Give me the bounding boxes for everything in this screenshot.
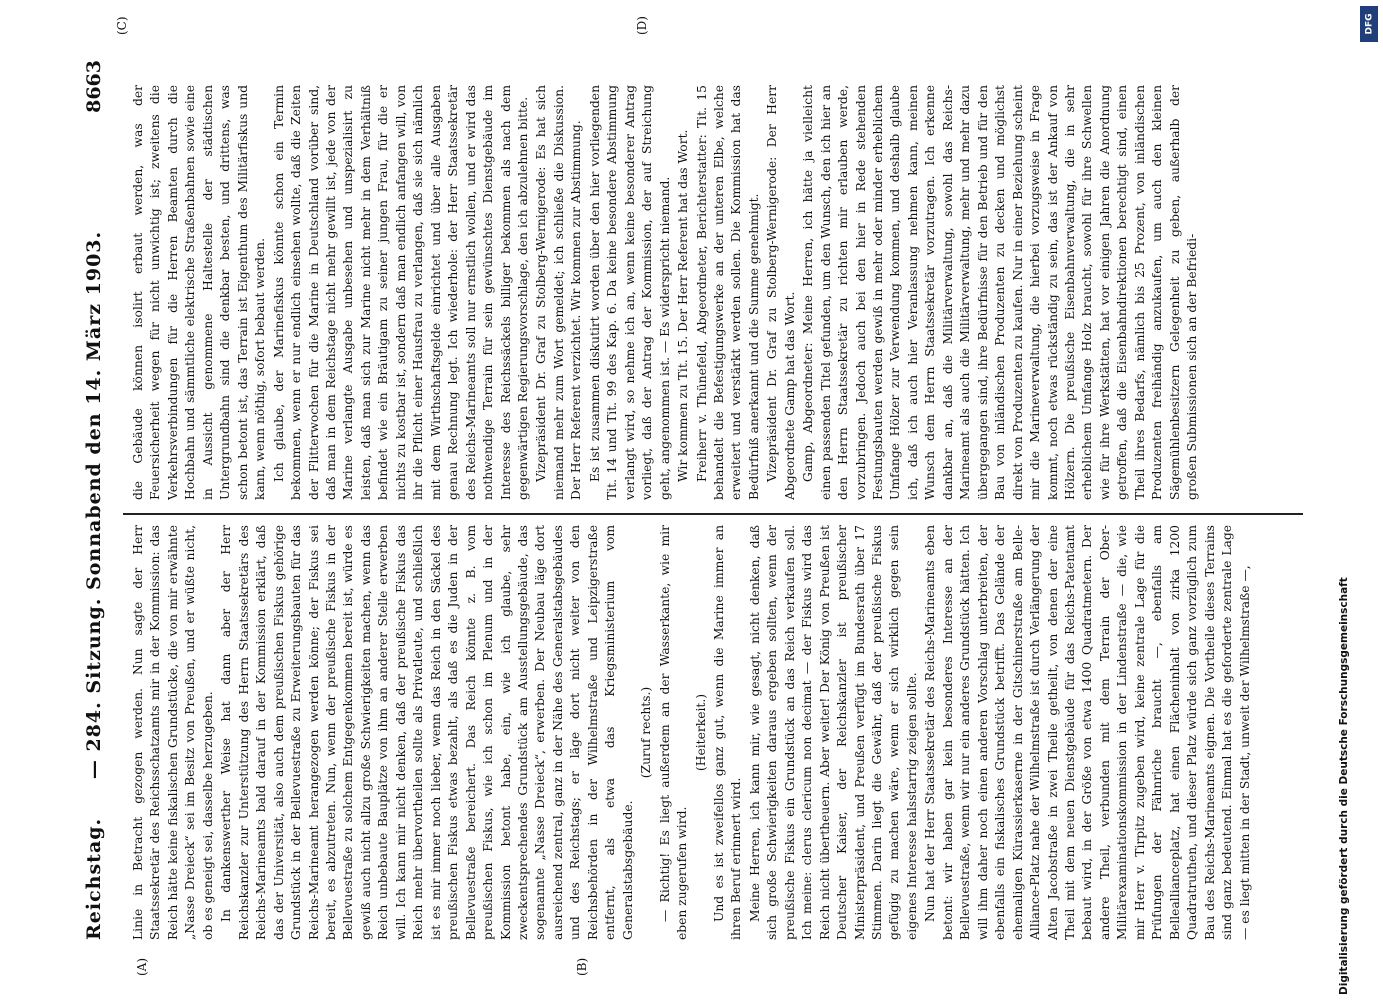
paragraph: Es ist zusammen diskutirt worden über den hier vorliegenden Tit. 14 und Tit. 99 des Kap. 6. Da keine besondere Abstimmung verlangt wird, so nehme ich an, wenn keine besonderer Antrag vorliegt, daß der Antrag der Kommission, der auf Streichung geht, angenommen ist. — Es widerspricht niemand. [587,85,672,500]
margin-mark-c: (C) [115,16,129,35]
margin-mark-b: (B) [575,957,589,976]
interjection: (Zuruf rechts.) [639,686,654,779]
rotated-page [75,16,1325,976]
paragraph: Ich glaube, der Marinefiskus könnte schon ein Termin bekommen, wenn er nur endlich einsehen wollte, daß die Zeiten der Flitterwochen für die Marine in Deutschland vorüber sind, daß man in dem Reichstage nicht mehr gewillt ist, jede von der Marine verlangte Ausgabe unbesehen und unspezialisirt zu leisten, daß man sich zur Marine nicht mehr in dem Verhältniß befindet wie ein Bräutigam zu seiner jungen Frau, für die er nichts zu kostbar ist, sondern daß man endlich anfangen will, von ihr die Pflicht einer Hausfrau zu verlangen, daß sie sich nämlich mit dem Wirthschaftsgelde einrichtet und über alle Ausgaben genau Rechnung legt. Ich wiederhole: der Herr Staatssekretär des Reichs-Marineamts soll nur ernstlich wollen, und er wird das nothwendige Terrain für sein gewünschtes Dienstgebäude im Interesse des Reichssäckels billiger bekommen als nach dem gegenwärtigen Regierungsvorschlage, den ich abzulehnen bitte. [271,85,530,500]
paragraph: die Gebäude können isolirt erbaut werden, was der Feuersicherheit wegen für nicht unwichtig ist; zweitens die Verkehrsverbindungen für die Herren Beamten durch die Hochbahn und sämmtliche elektrische Straßenbahnen sowie eine in Aussicht genommene Haltestelle der städtischen Untergrundbahn sind die denkbar besten, und drittens, was schon betont ist, das Terrain ist Eigenthum des Militärfiskus und kann, wenn nöthig, sofort bebaut werden. [131,85,268,500]
header-center: — 284. Sitzung. Sonnabend den 14. März 1903. [83,230,105,780]
paragraph: Und es ist zweifellos ganz gut, wenn die Marine immer an ihren Beruf erinnert wird. [711,525,744,940]
left-column [130,525,1290,940]
paragraph: In dankenswerther Weise hat dann aber der Herr Reichskanzler zur Unterstützung des Herrn Staatssekretärs des Reichs-Marineamts bald darauf in der Kommission erklärt, daß das der Universität, also auch dem preußischen Fiskus gehörige Grundstück in der Bellevuestraße zu Erweiterungsbauten für das Reichs-Marineamt herangezogen werden könne; der Fiskus sei bereit, es abzutreten. Nun, wenn der preußische Fiskus in der Bellevuestraße zu solchem Entgegenkommen bereit ist, würde es gewiß auch nicht allzu große Schwierigkeiten machen, wenn das Reich unbebaute Bauplätze von ihm an anderer Stelle erwerben will. Ich kann mir nicht denken, daß der preußische Fiskus das Reich mehr übervortheilen sollte als Privatleute, und schließlich ist es mir immer noch lieber, wenn das Reich in den Säckel des preußischen Fiskus etwas bezahlt, als daß es die Juden in der Bellevuestraße bereichert. Das Reich könnte z. B. vom preußischen Fiskus, wie ich schon im Plenum und in der Kommission betont habe, ein, wie ich glaube, sehr zweckentsprechendes Grundstück am Ausstellungsgebäude, das sogenannte „Nasse Dreieck“, erwerben. Der Neubau läge dort ausreichend zentral, ganz in der Nähe des Generalstabsgebäudes und des Reichstags; er läge dort nicht weiter von den Reichsbehörden in der Wilhelmstraße und Leipzigerstraße entfernt, als etwa das Kriegsministerium vom Generalstabsgebäude. [219,525,635,940]
dfg-logo [1360,6,1378,42]
interjection: (Heiterkeit.) [693,693,708,772]
paragraph: Freiherr v. Thünefeld, Abgeordneter, Berichterstatter: Tit. 15 behandelt die Befestigungswerke an der unteren Elbe, welche erweitert und verstärkt werden sollen. Die Kommission hat das Bedürfniß anerkannt und die Summe genehmigt. [694,85,761,500]
right-column [130,85,1290,500]
header-left: Reichstag. [83,817,105,940]
page-number: 8663 [83,60,105,113]
margin-mark-a: (A) [135,957,149,976]
paragraph: Gamp, Abgeordneter: Meine Herren, ich hätte ja vielleicht einen passenden Titel gefunden, um den Wunsch, den ich hier an den Herrn Staatssekretär zu richten mir erlauben werde, vorzubringen. Jedoch auch bei den hier in Rede stehenden Festungsbauten werden gewiß in mehr oder minder erheblichem Umfange Hölzer zur Verwendung kommen, und deshalb glaube ich, daß ich auch hier Veranlassung nehmen kann, meinen Wunsch dem Herrn Staatssekretär vorzutragen. Ich erkenne dankbar an, daß die Militärverwaltung, sowohl das Reichs-Marineamt als auch die Militärverwaltung, mehr und mehr dazu übergegangen sind, ihre Bedürfnisse für den Betrieb und für den Bau von inländischen Produzenten zu decken und möglichst direkt von Produzenten zu kaufen. Nur in einer Beziehung scheint mir die Marineverwaltung, die hierbei vorzugsweise in Frage kommt, noch etwas rückständig zu sein, das ist der Ankauf von Hölzern. Die preußische Eisenbahnverwaltung, die in sehr erheblichem Umfange Holz braucht, sowohl für ihre Schwellen wie für ihre Werkstätten, hat vor einigen Jahren die Anordnung getroffen, daß die Eisenbahndirektionen berechtigt sind, einen Theil ihres Bedarfs, nämlich bis 25 Prozent, von inländischen Produzenten freihändig anzukaufen, um auch den kleinen Sägemühlenbesitzern Gelegenheit zu geben, außerhalb der großen Submissionen sich an der Befriedi- [801,85,1200,500]
column-divider [123,513,1303,515]
page-header [75,40,115,970]
paragraph: — Richtig! Es liegt außerdem an der Wasserkante, wie mir eben zugerufen wird. [657,525,690,940]
margin-mark-d: (D) [635,16,649,35]
paragraph: Meine Herren, ich kann mir, wie gesagt, nicht denken, daß sich große Schwierigkeiten daraus ergeben sollten, wenn der preußische Fiskus ein Grundstück an das Reich verkaufen soll. Ich meine: clerus clericum non decimat — der Fiskus wird das Reich nicht übertheuern. Aber weiter! Der König von Preußen ist Deutscher Kaiser, der Reichskanzler ist preußischer Ministerpräsident, und Preußen verfügt im Bundesrath über 17 Stimmen. Darin liegt die Gewähr, daß der preußische Fiskus gefügig zu machen wäre, wenn er sich wirklich gegen sein eigenes Interesse halsstarrig zeigen sollte. [747,525,919,940]
digitization-credit: Digitalisierung gefördert durch die Deutsche Forschungsgemeinschaft [1338,577,1350,995]
dfg-logo-text: DFG [1364,13,1375,35]
paragraph: Nun hat der Herr Staatssekretär des Reichs-Marineamts eben betont: wir haben gar kein besonderes Interesse an der Bellevuestraße, wenn wir nur ein anderes Grundstück hätten. Ich will ihm daher noch einen anderen Vorschlag unterbreiten, der ebenfalls ein fiskalisches Grundstück betrifft. Das Gelände der ehemaligen Kürassierkaserne in der Gitschinerstraße am Belle-Alliance-Platz nahe der Wilhelmstraße ist durch Verlängerung der Alten Jacobstraße in zwei Theile getheilt, von denen der eine Theil mit dem neuen Dienstgebäude für das Reichs-Patentamt bebaut wird, in der Größe von etwa 1400 Quadratmetern. Der andere Theil, verbunden mit dem Terrain der Ober-Militärexaminationskommission in der Lindenstraße — die, wie mir Herr v. Tirpitz zugeben wird, keine zentrale Lage für die Prüfungen der Fähnriche braucht —, ebenfalls am Belleallianceplatz, hat einen Flächeninhalt von zirka 1200 Quadratruthen, und dieser Platz würde sich ganz vorzüglich zum Bau des Reichs-Marineamts eignen. Die Vortheile dieses Terrains sind ganz bedeutend. Einmal hat es die geforderte zentrale Lage — es liegt mitten in der Stadt, unweit der Wilhelmstraße —, [923,525,1252,940]
paragraph: Wir kommen zu Tit. 15. Der Herr Referent hat das Wort. [676,129,691,482]
paragraph: Linie in Betracht gezogen werden. Nun sagte der Herr Staatssekretär des Reichsschatzamts mir in der Kommission: das Reich hätte keine fiskalischen Grundstücke, die von mir erwähnte „Nasse Dreieck“ sei im Besitz von Preußen, und er wüßte nicht, ob es geneigt sei, dasselbe herzugeben. [131,525,215,940]
paragraph: Vizepräsident Dr. Graf zu Stolberg-Wernigerode: Es hat sich niemand mehr zum Wort gemeldet; ich schließe die Diskussion. Der Herr Referent verzichtet. Wir kommen zur Abstimmung. [534,85,584,500]
paragraph: Vizepräsident Dr. Graf zu Stolberg-Wernigerode: Der Herr Abgeordnete Gamp hat das Wort. [765,85,797,500]
